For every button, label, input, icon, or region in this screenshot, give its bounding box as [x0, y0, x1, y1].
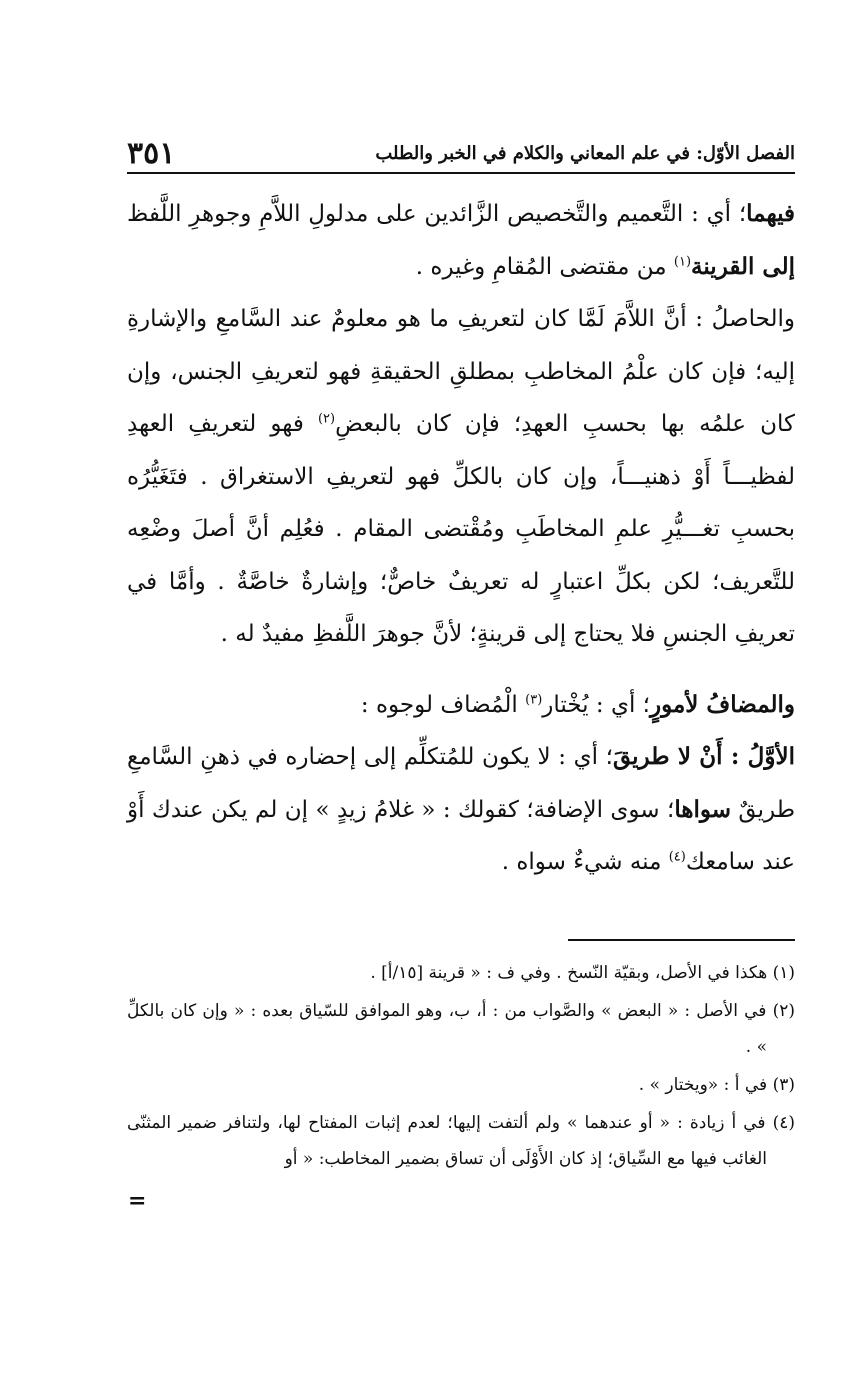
paragraph-text: والحاصلُ : أنَّ اللاَّمَ لَمَّا كان لتعريفِ ما هو معلومٌ عند السَّامعِ والإشارةِ إليه؛ فإن كان علْمُ المخاطبِ بمطلقِ الحقيقةِ فهو لتعريفِ الجنس، وإن كان علمُه بها بحسبِ العهدِ؛ فإن كان بالبعضِ	[127, 306, 795, 437]
paragraph-text: ؛ أي : التَّعميم والتَّخصيص الزَّائدين على مدلولِ اللاَّمِ وجوهرِ اللَّفظ	[127, 201, 747, 227]
paragraph-3	[127, 679, 795, 732]
paragraph-text: ؛ أي : لا يكون للمُتكلِّم إلى إحضاره في ذهنِ السَّامعِ طريقٌ	[127, 744, 795, 823]
paragraph-text: الْمُضاف لوجوه :	[360, 691, 526, 718]
paragraph-4	[127, 731, 795, 889]
footnote-4: (٤) في أ زيادة : « أو عندهما » ولم ألتفت إليها؛ لعدم إثبات المفتاح لها، ولتنافر ضمير المثنّى الغائب فيها مع السِّياق؛ إذ كان الأَوْلَى أن تساق بضمير المخاطب: « أو	[127, 1113, 795, 1169]
footnote-1: (١) هكذا في الأصل، وبقيّة النّسخ . وفي ف : « قرينة [١٥/أ] .	[370, 963, 795, 983]
paragraph-text: فهو لتعريفِ العهدِ لفظيـــاً أَوْ ذهنيـــاً، وإن كان بالكلِّ فهو لتعريفِ الاستغراق . فتَغَيُّرُه بحسبِ تغـــيُّرِ علمِ المخاطَبِ ومُقْتضى المقام . فعُلِم أنَّ أصلَ وضْعِه للتَّعريف؛ لكن بكلِّ اعتبارٍ له تعريفٌ خاصٌّ؛ وإشارةٌ خاصَّةٌ . وأمَّا في تعريفِ الجنسِ فلا يحتاج إلى قرينةٍ؛ لأنَّ جوهرَ اللَّفظِ مفيدٌ له .	[127, 411, 795, 647]
footnotes	[127, 955, 795, 1179]
key-term: سواها	[674, 795, 731, 823]
paragraph-2	[127, 293, 795, 661]
footnote-ref: (٢)	[317, 411, 336, 427]
paragraph-text: ؛ سوى الإضافة؛ كقولك : « غلامُ زيدٍ » إن لم يكن عندك أَوْ عند سامعك	[127, 796, 795, 875]
footnote-ref: (٣)	[525, 691, 543, 707]
paragraph-text: ؛ أي : يُخْتار	[542, 691, 650, 718]
paragraph-1	[127, 188, 795, 293]
running-title: الفصل الأوّل: في علم المعاني والكلام في الخبر والطلب	[375, 143, 795, 164]
page-header	[127, 136, 795, 172]
paragraph-text: منه شيءٌ سواه .	[501, 849, 669, 875]
footnote-3: (٣) في أ : «ويختار » .	[638, 1075, 795, 1095]
footnote-2: (٢) في الأصل : « البعض » والصَّواب من : أ، ب، وهو الموافق للسّياق بعده : « وإن كان بالكلِّ » .	[127, 1001, 795, 1057]
page-number: ٣٥١	[127, 136, 176, 171]
lead-term: والمضافُ لأمورٍ	[649, 690, 795, 718]
header-rule	[127, 172, 795, 174]
footnote-rule	[568, 939, 795, 941]
lead-term: فيهما	[746, 200, 795, 227]
paragraph-text: من مقتضى المُقامِ وغيره .	[415, 253, 674, 280]
footnote-ref: (١)	[673, 253, 692, 269]
footnote-ref: (٤)	[668, 849, 686, 865]
lead-term: الأوَّلُ : أَنْ لا طريقَ	[612, 743, 795, 770]
key-term: إلى القرينة	[691, 252, 795, 280]
main-text	[127, 188, 795, 889]
continuation-mark: =	[128, 1188, 147, 1214]
